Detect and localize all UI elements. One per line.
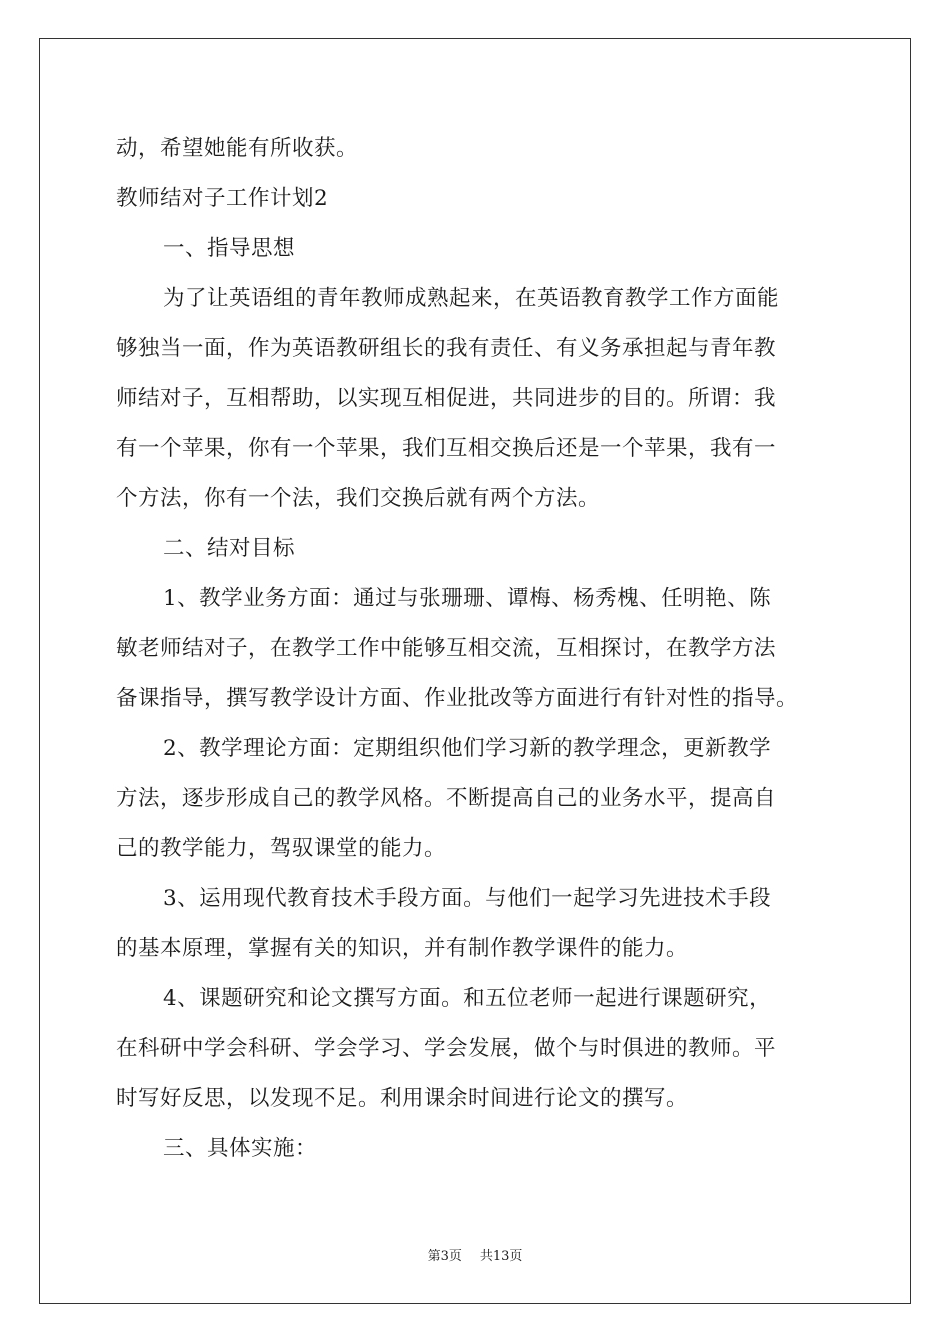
document-body: [116, 124, 846, 1174]
text-line: 在科研中学会科研、学会学习、学会发展，做个与时俱进的教师。平: [116, 1036, 777, 1061]
text-line: 2、教学理论方面：定期组织他们学习新的教学理念，更新教学: [163, 736, 772, 761]
text-line: 动，希望她能有所收获。: [116, 136, 359, 161]
text-line: 备课指导，撰写教学设计方面、作业批改等方面进行有针对性的指导。: [116, 686, 799, 711]
text-line: 方法，逐步形成自己的教学风格。不断提高自己的业务水平，提高自: [116, 786, 777, 811]
text-line: 个方法，你有一个法，我们交换后就有两个方法。: [116, 486, 601, 511]
subheading: 三、具体实施：: [163, 1136, 318, 1161]
text-line: 的基本原理，掌握有关的知识，并有制作教学课件的能力。: [116, 936, 689, 961]
text-line: 够独当一面，作为英语教研组长的我有责任、有义务承担起与青年教: [116, 336, 777, 361]
text-line: 3、运用现代教育技术手段方面。与他们一起学习先进技术手段: [163, 886, 772, 911]
text-line: 己的教学能力，驾驭课堂的能力。: [116, 836, 447, 861]
subheading: 一、指导思想: [163, 236, 296, 261]
subheading: 二、结对目标: [163, 536, 296, 561]
text-line: 时写好反思，以发现不足。利用课余时间进行论文的撰写。: [116, 1086, 689, 1111]
page-number: 第3页: [427, 1249, 462, 1264]
section-heading: 教师结对子工作计划2: [116, 186, 329, 211]
page-footer: [0, 1247, 950, 1267]
text-line: 4、课题研究和论文撰写方面。和五位老师一起进行课题研究，: [163, 986, 772, 1011]
text-line: 为了让英语组的青年教师成熟起来，在英语教育教学工作方面能: [163, 286, 780, 311]
text-line: 有一个苹果，你有一个苹果，我们互相交换后还是一个苹果，我有一: [116, 436, 777, 461]
page-total: 共13页: [479, 1249, 523, 1264]
text-line: 敏老师结对子，在教学工作中能够互相交流，互相探讨，在教学方法: [116, 636, 777, 661]
text-line: 1、教学业务方面：通过与张珊珊、谭梅、杨秀槐、任明艳、陈: [163, 586, 772, 611]
text-line: 师结对子，互相帮助，以实现互相促进，共同进步的目的。所谓：我: [116, 386, 777, 411]
